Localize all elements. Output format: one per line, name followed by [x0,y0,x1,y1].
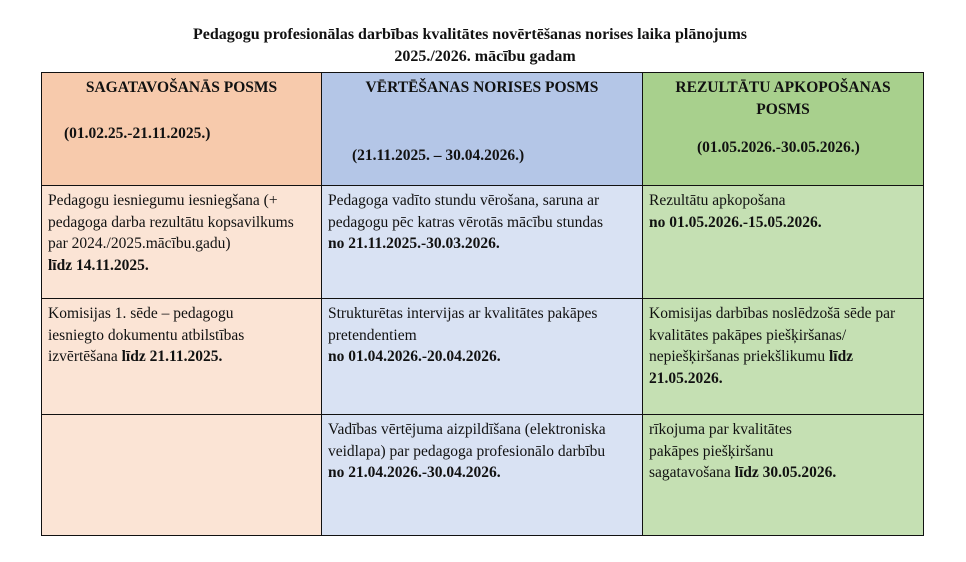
table-cell [42,186,322,299]
table-cell [643,186,924,299]
cell-deadline: no 01.05.2026.-15.05.2026. [649,213,822,231]
header-title: REZULTĀTU APKOPOŠANAS POSMS [675,79,891,118]
table-cell [643,299,924,415]
header-title: VĒRTĒŠANAS NORISES POSMS [365,79,599,96]
header-results-stage [643,73,924,186]
cell-text: Rezultātu apkopošana [649,192,786,209]
table-cell [322,415,643,536]
table-row [42,186,924,299]
header-title: SAGATAVOŠANĀS POSMS [85,79,278,96]
header-preparation-stage [42,73,322,186]
table-row [42,299,924,415]
table-cell [643,415,924,536]
schedule-table [41,72,924,536]
cell-deadline: no 01.04.2026.-20.04.2026. [328,348,501,365]
title-line-1: Pedagogu profesionālas darbības kvalitātes novērtēšanas norises laika plānojums [193,26,747,43]
cell-deadline: no 21.04.2026.-30.04.2026. [328,464,501,481]
table-cell [42,299,322,415]
cell-text: Komisijas darbības noslēdzošā sēde par kvalitātes pakāpes piešķiršanas/ nepiešķiršanas priekšlikumu [649,305,896,365]
table-cell-empty [42,415,322,536]
cell-text: Vadības vērtējuma aizpildīšana (elektroniska veidlapa) par pedagoga profesionālo darbību [328,421,606,460]
table-cell [322,299,643,415]
table-row [42,415,924,536]
table-cell [322,186,643,299]
title-line-2: 2025./2026. mācību gadam [394,48,576,65]
cell-text: rīkojuma par kvalitātes pakāpes piešķiršanu sagatavošana [649,421,792,481]
header-dates: (21.11.2025. – 30.04.2026.) [352,146,525,164]
cell-text: Komisijas 1. sēde – pedagogu iesniegto dokumentu atbilstības izvērtēšana [48,305,245,365]
header-row [42,73,924,186]
cell-deadline: līdz 14.11.2025. [48,256,149,274]
cell-deadline: līdz 21.05.2026. [649,348,854,387]
cell-deadline: no 21.11.2025.-30.03.2026. [328,235,500,252]
cell-text: Pedagoga vadīto stundu vērošana, saruna ar pedagogu pēc katras vērotās mācību stundas [328,192,604,231]
header-dates: (01.02.25.-21.11.2025.) [64,124,211,142]
header-dates: (01.05.2026.-30.05.2026.) [697,139,860,156]
cell-deadline: līdz 21.11.2025. [121,348,223,365]
cell-text: Strukturētas intervijas ar kvalitātes pakāpes pretendentiem [328,305,598,344]
cell-deadline: līdz 30.05.2026. [734,464,837,481]
header-evaluation-stage [322,73,643,186]
cell-text: Pedagogu iesniegumu iesniegšana (+ pedagoga darba rezultātu kopsavilkums par 2024./2025.mācību.gadu) [48,192,294,252]
document-title [60,24,880,68]
